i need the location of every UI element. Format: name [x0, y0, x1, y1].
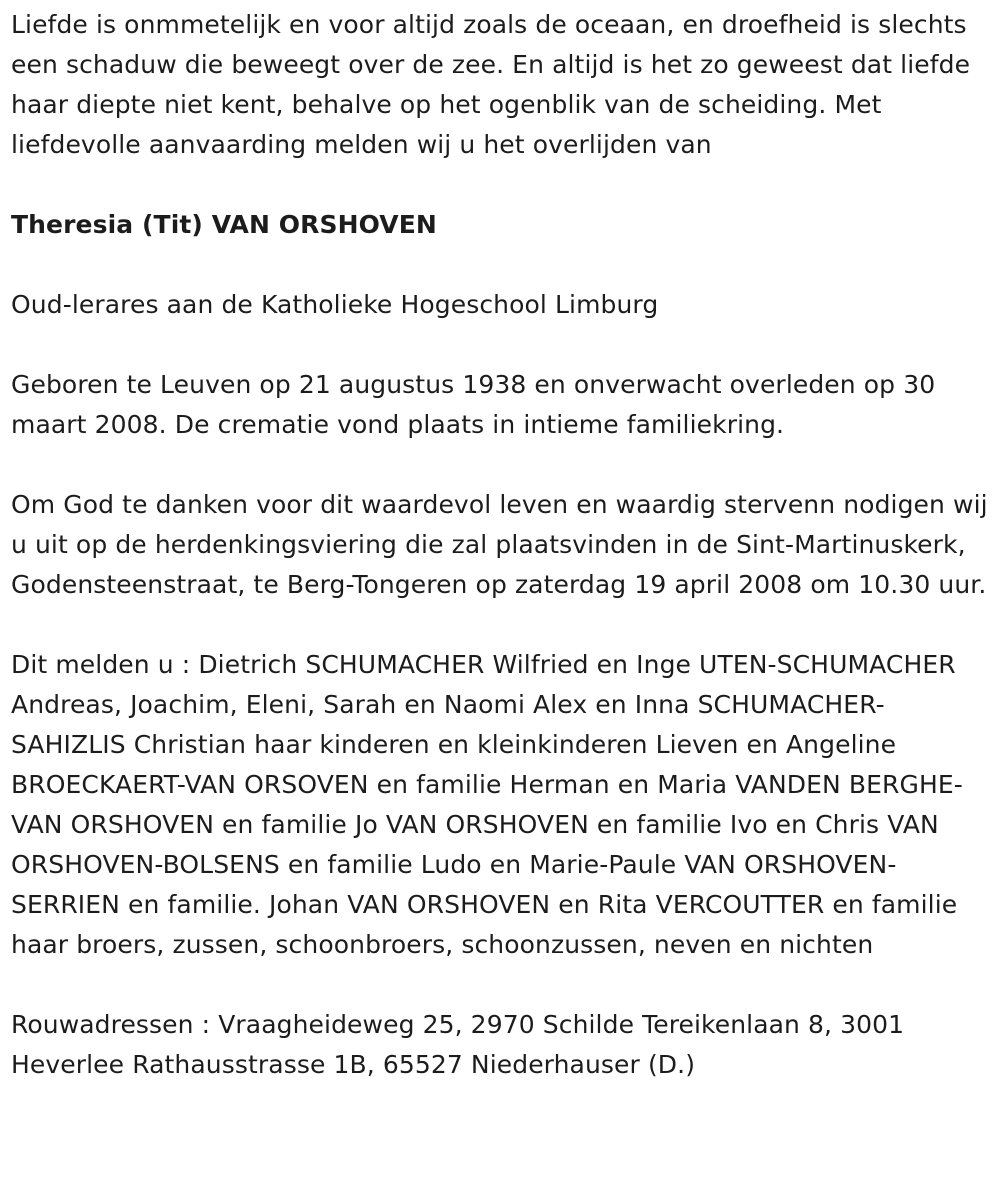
intro-paragraph: Liefde is onmmetelijk en voor altijd zoals de oceaan, en droefheid is slechts een schaduw die beweegt over de zee. En altijd is het zo geweest dat liefde haar diepte niet kent, behalve op het ogenblik van de scheiding. Met liefdevolle aanvaarding melden wij u het overlijden van — [11, 10, 971, 159]
family-paragraph: Dit melden u : Dietrich SCHUMACHER Wilfried en Inge UTEN-SCHUMACHER Andreas, Joachim, Eleni, Sarah en Naomi Alex en Inna SCHUMACHER-SAHIZLIS Christian haar kinderen en kleinkinderen Lieven en Angeline BROECKAERT-VAN ORSOVEN en familie Herman en Maria VANDEN BERGHE-VAN ORSHOVEN en familie Jo VAN ORSHOVEN en familie Ivo en Chris VAN ORSHOVEN-BOLSENS en familie Ludo en Marie-Paule VAN ORSHOVEN-SERRIEN en familie. Johan VAN ORSHOVEN en Rita VERCOUTTER en familie haar broers, zussen, schoonbroers, schoonzussen, neven en nichten — [11, 650, 963, 959]
ceremony-paragraph: Om God te danken voor dit waardevol leven en waardig stervenn nodigen wij u uit op de herdenkingsviering die zal plaatsvinden in de Sint-Martinuskerk, Godensteenstraat, te Berg-Tongeren op zaterdag 19 april 2008 om 10.30 uur. — [11, 490, 988, 599]
occupation-paragraph: Oud-lerares aan de Katholieke Hogeschool Limburg — [11, 290, 659, 319]
birth-death-paragraph: Geboren te Leuven op 21 augustus 1938 en onverwacht overleden op 30 maart 2008. De crematie vond plaats in intieme familiekring. — [11, 370, 936, 439]
deceased-name: Theresia (Tit) VAN ORSHOVEN — [11, 210, 437, 239]
obituary-document — [11, 5, 991, 1085]
addresses-paragraph: Rouwadressen : Vraagheideweg 25, 2970 Schilde Tereikenlaan 8, 3001 Heverlee Rathausstrasse 1B, 65527 Niederhauser (D.) — [11, 1010, 905, 1079]
